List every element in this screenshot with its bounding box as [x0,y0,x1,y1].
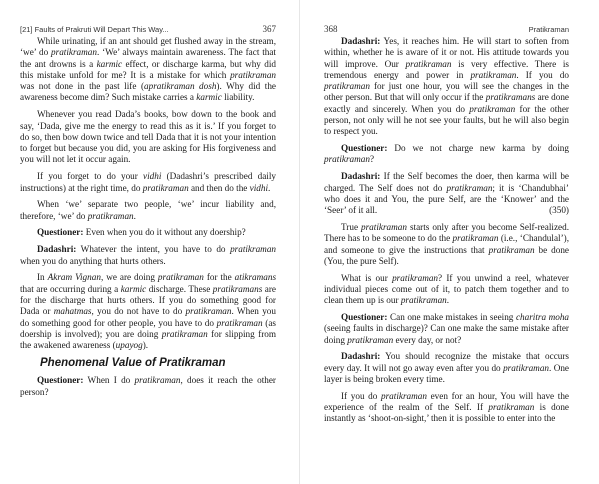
paragraph: What is our pratikraman? If you unwind a reel, whatever individual pieces come out of it, to patch them together and to clean them up is our pratikraman. [324,272,569,306]
paragraph: Questioner: When I do pratikraman, does it reach the other person? [20,375,276,397]
paragraph: If you do pratikraman even for an hour, You will have the experience of the realm of the Self. If pratikraman is done instantly as ‘shoot-on-sight,’ then it is possible to enter into the [324,390,569,424]
left-page-body [20,36,276,398]
right-page-header [324,0,569,36]
right-page-body [324,36,569,425]
section-heading: Phenomenal Value of Pratikraman [40,357,226,370]
paragraph: Dadashri: If the Self becomes the doer, then karma will be charged. The Self does not do pratikraman; it is ‘Chandubhai’ who does it and You, the pure Self, are the ‘Knower’ and the ‘Seer’ of it all. (350) [324,171,569,216]
paragraph: True pratikraman starts only after you become Self-realized. There has to be someone to do the pratikraman (i.e., ‘Chandulal’), and someone to give the instructions that pratikraman be done (You, the pure Self). [324,221,570,266]
paragraph: Dadashri: Whatever the intent, you have to do pratikraman when you do anything that hurts others. [20,244,276,266]
left-page-number: 367 [262,24,276,34]
right-page-number: 368 [324,24,338,34]
paragraph: Dadashri: You should recognize the mistake that occurs every day. It will not go away even after you do pratikraman. One layer is being broken every time. [324,351,569,385]
paragraph: Dadashri: Yes, it reaches him. He will start to soften from within, whether he is aware of it or not. His attitude towards you will improve. Our pratikraman is very effective. There is tremendous energy and power in pratikraman. If you do pratikraman for just one hour, you will see the changes in the other person. But that will only occur if the pratikramans are done exactly and sincerely. When you do pratikraman for the other person, not only will he not see your faults, but he will also begin to respect you. [324,36,570,137]
right-page [300,0,599,484]
paragraph: If you forget to do your vidhi (Dadashri’s prescribed daily instructions) at the right time, do pratikraman and then do the vidhi. [20,171,276,193]
paragraph: While urinating, if an ant should get flushed away in the stream, ‘we’ do pratikraman. ‘We’ always maintain awareness. The fact that the ant drowns is a karmic effect, or discharge karma, but why did this mistake unfold for me? It is a mistake for which pratikraman was not done in the past life (apratikraman dosh). Why did the awareness become dim? Such mistake carries a karmic liability. [20,36,276,103]
paragraph: Whenever you read Dada’s books, bow down to the book and say, ‘Dada, give me the energy to read this as it is.’ If you forget to do so, then bow down twice and tell Dada that it is not your intention to forget but because you did, you are asking for His forgiveness and you will not let it occur again. [20,109,276,165]
paragraph: Questioner: Can one make mistakes in seeing charitra moha (seeing faults in discharge)? Can one make the same mistake after doing pratikraman every day, or not? [324,312,570,345]
paragraph: Questioner: Do we not charge new karma by doing pratikraman? [324,143,569,165]
paragraph: In Akram Vignan, we are doing pratikraman for the atikramans that are occurring during a karmic discharge. These pratikramans are for the discharge that hurts others. If you do something good for Dada or mahatmas, you do not have to do pratikraman. When you do something good for other people, you have to do pratikraman (as doership is involved); you are doing pratikraman for slipping from the awakened awareness (upayog). [20,272,277,351]
right-running-title: Pratikraman [528,25,569,34]
paragraph: When ‘we’ separate two people, ‘we’ incur liability and, therefore, ‘we’ do pratikraman. [20,199,276,221]
paragraph: Questioner: Even when you do it without any doership? [37,227,246,238]
left-page-header [20,0,276,36]
left-running-title: [21] Faults of Prakruti Will Depart This Way... [20,25,169,34]
